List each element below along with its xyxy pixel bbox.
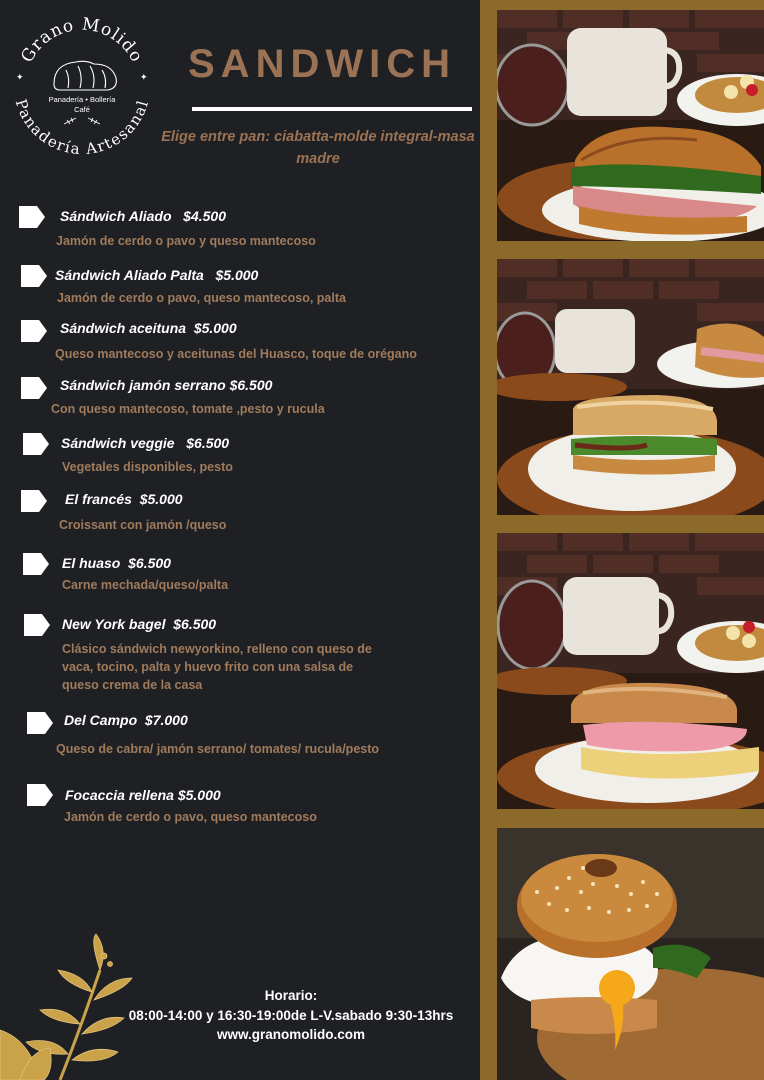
item-name: Focaccia rellena $5.000 <box>65 787 221 803</box>
item-name: El francés $5.000 <box>65 491 183 507</box>
item-name: New York bagel $6.500 <box>62 616 217 632</box>
croissant-sandwich-photo <box>497 10 764 241</box>
item-description: Carne mechada/queso/palta <box>62 578 229 592</box>
logo-middle-line2: Café <box>74 105 90 114</box>
arrow-icon <box>23 553 49 575</box>
item-description: Queso de cabra/ jamón serrano/ tomates/ rucula/pesto <box>56 742 380 756</box>
website-link[interactable]: www.granomolido.com <box>216 1027 365 1042</box>
item-description: Croissant con jamón /queso <box>59 518 227 532</box>
title-divider <box>192 107 472 111</box>
footer <box>96 986 486 1045</box>
arrow-icon <box>23 433 49 455</box>
logo-bottom-text: Panadería Artesanal <box>11 96 153 159</box>
item-name: El huaso $6.500 <box>62 555 171 571</box>
bagel-sandwich-photo <box>497 828 764 1080</box>
item-description: Jamón de cerdo o pavo, queso mantecoso <box>64 810 317 824</box>
item-description: Queso mantecoso y aceitunas del Huasco, toque de orégano <box>55 347 417 361</box>
item-name: Sándwich aceituna $5.000 <box>60 320 237 336</box>
logo-top-text: Grano Molido <box>17 14 147 67</box>
arrow-icon <box>19 206 45 228</box>
logo-star-left-icon: ✦ <box>16 72 24 82</box>
item-name: Sándwich Aliado Palta $5.000 <box>55 267 259 283</box>
item-name: Sándwich Aliado $4.500 <box>60 208 226 224</box>
arrow-icon <box>24 614 50 636</box>
arrow-icon <box>21 265 47 287</box>
ham-cheese-sandwich-photo <box>497 533 764 809</box>
item-name: Del Campo $7.000 <box>64 712 188 728</box>
arrow-icon <box>21 320 47 342</box>
page-title: SANDWICH <box>188 42 456 86</box>
item-name: Sándwich jamón serrano $6.500 <box>60 377 273 393</box>
item-name: Sándwich veggie $6.500 <box>61 435 230 451</box>
item-description: Jamón de cerdo o pavo, queso mantecoso, palta <box>57 291 346 305</box>
ciabatta-sandwich-photo <box>497 259 764 515</box>
svg-text:Grano Molido <box>17 14 147 66</box>
item-description: Vegetales disponibles, pesto <box>62 460 233 474</box>
item-description: Jamón de cerdo o pavo y queso mantecoso <box>56 234 316 248</box>
logo-middle-line1: Panadería • Bollería <box>48 95 116 104</box>
arrow-icon <box>21 490 47 512</box>
wheat-icon <box>64 118 100 124</box>
bread-loaf-icon <box>54 61 116 90</box>
arrow-icon <box>27 712 53 734</box>
arrow-icon <box>27 784 53 806</box>
logo-star-right-icon: ✦ <box>140 72 148 82</box>
arrow-icon <box>21 377 47 399</box>
opening-hours: 08:00-14:00 y 16:30-19:00de L-V.sabado 9:30-13hrs <box>128 1007 454 1023</box>
item-description: Con queso mantecoso, tomate ,pesto y rucula <box>51 402 325 416</box>
item-description: Clásico sándwich newyorkino, relleno con queso de vaca, tocino, palta y huevo frito con una salsa de queso crema de la casa <box>62 642 372 692</box>
grano-molido-logo <box>8 12 156 160</box>
hours-label: Horario: <box>264 988 318 1003</box>
bread-choice-subtitle: Elige entre pan: ciabatta-molde integral-masa madre <box>161 129 475 167</box>
